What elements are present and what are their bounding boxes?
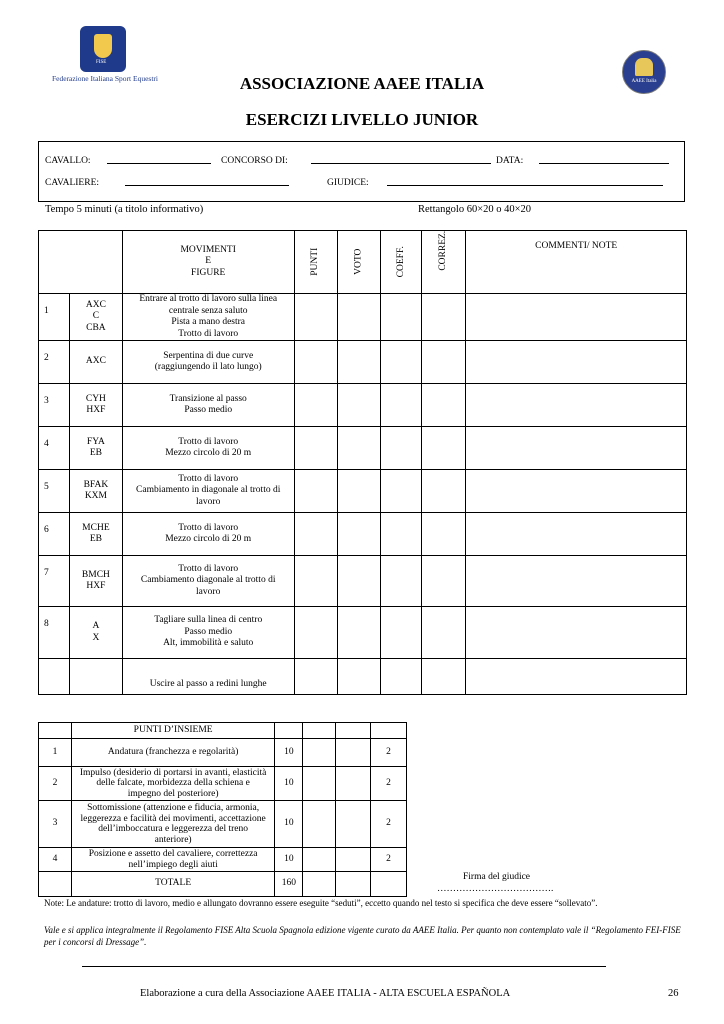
row-number: 1: [39, 294, 70, 341]
row-description: Uscire al passo a redini lunghe: [122, 659, 294, 695]
insieme-number: 2: [39, 767, 72, 801]
correz-cell[interactable]: [422, 384, 466, 427]
insieme-header: PUNTI D’INSIEME: [71, 723, 274, 739]
row-description: Trotto di lavoro Cambiamento in diagonale al trotto di lavoro: [122, 470, 294, 513]
footer-text: Elaborazione a cura della Associazione AAEE ITALIA - ALTA ESCUELA ESPAÑOLA: [140, 988, 511, 999]
punti-cell[interactable]: [294, 427, 338, 470]
fise-logo-name: Federazione Italiana Sport Equestri: [51, 74, 158, 83]
voto-cell[interactable]: [338, 659, 381, 695]
voto-header: VOTO: [353, 248, 364, 276]
fise-logo-caption: FISE: [96, 60, 107, 65]
coeff-cell[interactable]: [381, 470, 422, 513]
row-letters: BMCH HXF: [69, 556, 122, 607]
coeff-cell[interactable]: [381, 513, 422, 556]
insieme-extra-cell[interactable]: [336, 767, 371, 801]
insieme-coeff: 2: [371, 801, 407, 848]
row-letters: CYH HXF: [69, 384, 122, 427]
commenti-cell[interactable]: [466, 341, 687, 384]
correz-header: CORREZ.: [438, 230, 449, 271]
voto-cell[interactable]: [338, 427, 381, 470]
totale-label: TOTALE: [71, 872, 274, 897]
row-number: 7: [39, 556, 70, 607]
insieme-voto-cell[interactable]: [303, 767, 336, 801]
table-row: [39, 556, 687, 607]
insieme-description: Sottomissione (attenzione e fiducia, armonia, leggerezza e facilità dei movimenti, accettazione dell’imboccatura e leggerezza del treno anteriore): [71, 801, 274, 848]
insieme-number: 4: [39, 848, 72, 872]
coeff-cell[interactable]: [381, 659, 422, 695]
insieme-voto-cell[interactable]: [303, 848, 336, 872]
insieme-voto-cell[interactable]: [303, 739, 336, 767]
voto-cell[interactable]: [338, 341, 381, 384]
note-text: Note: Le andature: trotto di lavoro, medio e allungato dovranno essere eseguite “seduti”, eccetto quando nel testo si specifica che deve essere “sollevato”.: [44, 898, 598, 908]
punti-cell[interactable]: [294, 294, 338, 341]
insieme-row: [39, 848, 407, 872]
table-row: [39, 341, 687, 384]
totale-row: [39, 872, 407, 897]
voto-cell[interactable]: [338, 607, 381, 659]
cavaliere-label: CAVALIERE:: [45, 178, 100, 188]
data-field[interactable]: [539, 163, 669, 164]
row-description: Trotto di lavoro Cambiamento diagonale al trotto di lavoro: [122, 556, 294, 607]
tempo-text: Tempo 5 minuti (a titolo informativo): [45, 204, 204, 215]
coeff-cell[interactable]: [381, 556, 422, 607]
insieme-number: 1: [39, 739, 72, 767]
insieme-extra-cell[interactable]: [336, 848, 371, 872]
table-row: [39, 470, 687, 513]
row-description: Tagliare sulla linea di centro Passo medio Alt, immobilità e saluto: [122, 607, 294, 659]
correz-cell[interactable]: [422, 513, 466, 556]
insieme-row: [39, 801, 407, 848]
insieme-header-row: [39, 723, 407, 739]
row-number: 8: [39, 607, 70, 659]
voto-cell[interactable]: [338, 470, 381, 513]
punti-cell[interactable]: [294, 384, 338, 427]
commenti-cell[interactable]: [466, 513, 687, 556]
insieme-number: 3: [39, 801, 72, 848]
correz-cell[interactable]: [422, 341, 466, 384]
table-header-row: [39, 231, 687, 294]
firma-label: Firma del giudice: [463, 872, 531, 882]
footer-divider: [82, 966, 606, 967]
correz-cell[interactable]: [422, 294, 466, 341]
row-description: Trotto di lavoro Mezzo circolo di 20 m: [122, 513, 294, 556]
insieme-punti: 10: [275, 739, 303, 767]
table-row: [39, 384, 687, 427]
coeff-cell[interactable]: [381, 607, 422, 659]
punti-cell[interactable]: [294, 513, 338, 556]
voto-cell[interactable]: [338, 384, 381, 427]
insieme-row: [39, 767, 407, 801]
row-letters: AXC C CBA: [69, 294, 122, 341]
row-number: [39, 659, 70, 695]
punti-cell[interactable]: [294, 470, 338, 513]
horse-crest-icon: [94, 34, 112, 58]
punti-cell[interactable]: [294, 659, 338, 695]
rettangolo-text: Rettangolo 60×20 o 40×20: [418, 204, 532, 215]
row-letters: FYA EB: [69, 427, 122, 470]
commenti-cell[interactable]: [466, 556, 687, 607]
punti-cell[interactable]: [294, 607, 338, 659]
table-row: [39, 427, 687, 470]
regolamento-text: Vale e si applica integralmente il Regolamento FISE Alta Scuola Spagnola edizione vigente curato da AAEE Italia. Per quanto non contemplato vale il “Regolamento FEI-FISE per i concorsi di Dressage”.: [44, 925, 681, 947]
table-row: [39, 513, 687, 556]
page-subtitle: ESERCIZI LIVELLO JUNIOR: [245, 110, 479, 129]
giudice-field[interactable]: [387, 185, 663, 186]
voto-cell[interactable]: [338, 513, 381, 556]
insieme-punti: 10: [275, 767, 303, 801]
movements-table: [38, 230, 687, 695]
commenti-cell[interactable]: [466, 659, 687, 695]
insieme-punti: 10: [275, 801, 303, 848]
coeff-cell[interactable]: [381, 384, 422, 427]
insieme-table: [38, 722, 407, 897]
correz-cell[interactable]: [422, 427, 466, 470]
coeff-cell[interactable]: [381, 427, 422, 470]
row-number: 5: [39, 470, 70, 513]
giudice-label: GIUDICE:: [327, 178, 369, 188]
correz-cell[interactable]: [422, 659, 466, 695]
correz-cell[interactable]: [422, 470, 466, 513]
row-letters: MCHE EB: [69, 513, 122, 556]
data-label: DATA:: [496, 156, 524, 166]
commenti-cell[interactable]: [466, 470, 687, 513]
correz-cell[interactable]: [422, 556, 466, 607]
totale-value: 160: [275, 872, 303, 897]
insieme-coeff: 2: [371, 767, 407, 801]
insieme-extra-cell[interactable]: [336, 739, 371, 767]
insieme-description: Andatura (franchezza e regolarità): [71, 739, 274, 767]
row-letters: [69, 659, 122, 695]
row-number: 4: [39, 427, 70, 470]
row-description: Serpentina di due curve (raggiungendo il lato lungo): [122, 341, 294, 384]
row-number: 2: [39, 341, 70, 384]
commenti-header: COMMENTI/ NOTE: [466, 231, 687, 294]
commenti-cell[interactable]: [466, 384, 687, 427]
punti-cell[interactable]: [294, 341, 338, 384]
commenti-cell[interactable]: [466, 607, 687, 659]
cavaliere-field[interactable]: [125, 185, 289, 186]
insieme-extra-cell[interactable]: [336, 801, 371, 848]
concorso-label: CONCORSO DI:: [221, 156, 288, 166]
coeff-cell[interactable]: [381, 341, 422, 384]
row-number: 6: [39, 513, 70, 556]
insieme-punti: 10: [275, 848, 303, 872]
firma-line[interactable]: ……………………………….: [437, 884, 554, 894]
row-letters: BFAK KXM: [69, 470, 122, 513]
insieme-row: [39, 739, 407, 767]
commenti-cell[interactable]: [466, 294, 687, 341]
row-description: Trotto di lavoro Mezzo circolo di 20 m: [122, 427, 294, 470]
commenti-cell[interactable]: [466, 427, 687, 470]
insieme-description: Impulso (desiderio di portarsi in avanti, elasticità delle falcate, morbidezza della schiena e impegno del posteriore): [71, 767, 274, 801]
row-description: Entrare al trotto di lavoro sulla linea centrale senza saluto Pista a mano destra Trotto di lavoro: [122, 294, 294, 341]
punti-cell[interactable]: [294, 556, 338, 607]
table-row: [39, 607, 687, 659]
table-row: [39, 294, 687, 341]
aaee-logo-caption: AAEE Italia: [631, 79, 657, 84]
row-letters: AXC: [69, 341, 122, 384]
row-number: 3: [39, 384, 70, 427]
page-title: ASSOCIAZIONE AAEE ITALIA: [239, 74, 485, 93]
insieme-coeff: 2: [371, 739, 407, 767]
insieme-coeff: 2: [371, 848, 407, 872]
row-letters: A X: [69, 607, 122, 659]
insieme-description: Posizione e assetto del cavaliere, correttezza nell’impiego degli aiuti: [71, 848, 274, 872]
coeff-header: COEFF.: [395, 246, 406, 278]
table-row: [39, 659, 687, 695]
info-box: [38, 141, 685, 202]
fise-logo: [51, 26, 158, 83]
correz-cell[interactable]: [422, 607, 466, 659]
movimenti-header: MOVIMENTI E FIGURE: [122, 231, 294, 294]
cavallo-field[interactable]: [107, 163, 211, 164]
concorso-field[interactable]: [311, 163, 491, 164]
insieme-voto-cell[interactable]: [303, 801, 336, 848]
cavallo-label: CAVALLO:: [45, 156, 91, 166]
voto-cell[interactable]: [338, 294, 381, 341]
row-description: Transizione al passo Passo medio: [122, 384, 294, 427]
page-number: 26: [668, 988, 679, 999]
coeff-cell[interactable]: [381, 294, 422, 341]
voto-cell[interactable]: [338, 556, 381, 607]
punti-header: PUNTI: [310, 248, 321, 276]
